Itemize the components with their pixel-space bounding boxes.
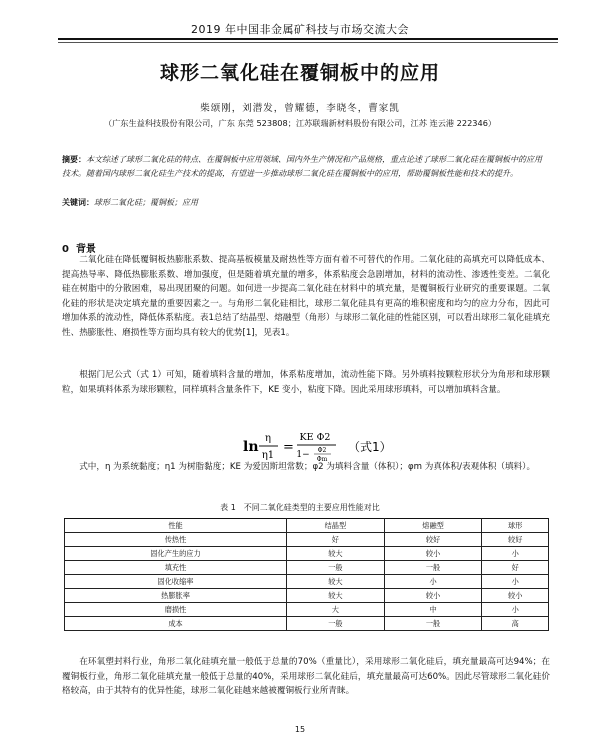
paragraph-industry: 在环氧塑封料行业，角形二氧化硅填充量一般低于总量的70%（重量比），采用球形二氧化硅后，填充量最高可达94%；在覆铜板行业，角形二氧化硅填充量一般低于总量的40%，采用球形二氧化硅后，填充量最高可达60%。因此尽管球形二氧化硅价格较高，由于其特有的优异性能，球形二氧化硅越来越被覆铜板行业所青睐。 — [62, 657, 550, 696]
paper-title: 球形二氧化硅在覆铜板中的应用 — [159, 62, 440, 84]
formula-equals: = — [283, 440, 294, 455]
table-cell: 小 — [482, 603, 549, 617]
header-rule — [58, 38, 558, 40]
table-row — [65, 533, 549, 547]
conference-header: 2019 年中国非金属矿科技与市场交流大会 — [191, 23, 409, 36]
formula-lhs-den: η1 — [261, 450, 275, 461]
formula-ln: ln — [243, 439, 259, 455]
table-cell: 较大 — [287, 575, 385, 589]
table-cell: 高 — [482, 617, 549, 631]
page-number: 15 — [294, 725, 306, 734]
table-cell: 较小 — [384, 547, 482, 561]
table-cell: 固化产生的应力 — [65, 547, 287, 561]
table-cell: 中 — [384, 603, 482, 617]
formula-rhs-den-num: Φ2 — [317, 447, 327, 454]
table-caption: 表 1 不同二氧化硅类型的主要应用性能对比 — [220, 503, 380, 512]
table-cell: 小 — [482, 575, 549, 589]
table-cell: 热膨胀率 — [65, 589, 287, 603]
abstract — [62, 153, 548, 181]
table-row — [65, 561, 549, 575]
abstract-text: 本文综述了球形二氧化硅的特点、在覆铜板中应用领域、国内外生产情况和产品规格，重点论述了球形二氧化硅在覆铜板中的应用技术。随着国内球形二氧化硅生产技术的提高，有望进一步推动球形二氧化硅在覆铜板中的应用，帮助覆铜板性能和技术的提升。 — [62, 155, 542, 178]
table-cell: 好 — [482, 561, 549, 575]
table-cell: 填充性 — [65, 561, 287, 575]
formula-lhs-num: η — [265, 433, 271, 444]
table-cell: 一般 — [384, 617, 482, 631]
formula-rhs-den-den: Φm — [316, 456, 328, 463]
table-cell: 成本 — [65, 617, 287, 631]
table-cell: 一般 — [384, 561, 482, 575]
table-cell: 磨损性 — [65, 603, 287, 617]
table-row — [65, 575, 549, 589]
table-cell: 小 — [482, 547, 549, 561]
table-header-cell: 性能 — [65, 519, 287, 533]
table-cell: 好 — [287, 533, 385, 547]
table-row — [65, 617, 549, 631]
abstract-label: 摘要： — [62, 155, 86, 164]
table-cell: 较小 — [482, 589, 549, 603]
table-header-cell: 球形 — [482, 519, 549, 533]
table-header-cell: 熔融型 — [384, 519, 482, 533]
table-cell: 固化收缩率 — [65, 575, 287, 589]
formula-rhs-den-lead: 1− — [296, 450, 310, 460]
table-cell: 一般 — [287, 561, 385, 575]
table-cell: 较好 — [384, 533, 482, 547]
section-title: 背景 — [75, 244, 96, 255]
table-cell: 较好 — [482, 533, 549, 547]
table-row — [65, 547, 549, 561]
paragraph-formula-legend: 式中，η 为系统黏度；η1 为树脂黏度；KE 为爱因斯坦常数；φ2 为填料含量（体积）；φm 为真体积/表观体积（填料）。 — [79, 462, 536, 472]
table-cell: 小 — [384, 575, 482, 589]
table-row — [65, 603, 549, 617]
section-number: 0 — [62, 244, 69, 255]
keywords-text: 球形二氧化硅；覆铜板；应用 — [94, 198, 198, 207]
header-rule-thin — [58, 42, 558, 43]
paragraph-background: 二氧化硅在降低覆铜板热膨胀系数、提高基板模量及耐热性等方面有着不可替代的作用。二氧化硅的高填充可以降低成本、提高热导率、降低热膨胀系数、增加强度，但是随着填充量的增多，体系粘度会急剧增加，材料的流动性、渗透性变差。二氧化硅在树脂中的分散困难，易出现团聚的问题。如何进一步提高二氧化硅在材料中的填充量，是覆铜板行业研究的重要课题。二氧化硅的形状是决定填充量的重要因素之一。与角形二氧化硅相比，球形二氧化硅具有更高的堆积密度和均匀的应力分布，因此可增加体系的流动性，降低体系粘度。表1总结了结晶型、熔融型（角形）与球形二氧化硅的性能区别，可以看出球形二氧化硅填充性、热膨胀性、磨损性等方面均具有较大的优势[1]，见表1。 — [62, 255, 550, 338]
table-cell: 较大 — [287, 547, 385, 561]
affiliation: （广东生益科技股份有限公司，广东 东莞 523808；江苏联瑞新材料股份有限公司，江苏 连云港 222346） — [103, 118, 497, 128]
authors: 柴颂刚，刘潜发，曾耀德，李晓冬，曹家凯 — [200, 103, 400, 114]
table-cell: 传热性 — [65, 533, 287, 547]
paragraph-mooney: 根据门尼公式（式 1）可知，随着填料含量的增加，体系粘度增加，流动性能下降。另外填料按颗粒形状分为角形和球形颗粒，如果填料体系为球形颗粒，同样填料含量条件下，KE 变小，粘度下降。因此采用球形填料，可以增加填料含量。 — [62, 370, 550, 395]
keywords-label: 关键词： — [62, 198, 94, 207]
formula-rhs-num: KE Φ2 — [299, 432, 331, 443]
table-cell: 大 — [287, 603, 385, 617]
comparison-table — [64, 518, 549, 631]
table-cell: 一般 — [287, 617, 385, 631]
formula-label: （式1） — [348, 440, 392, 454]
table-row — [65, 589, 549, 603]
keywords — [62, 197, 548, 208]
table-cell: 较小 — [384, 589, 482, 603]
table-header-cell: 结晶型 — [287, 519, 385, 533]
table-cell: 较大 — [287, 589, 385, 603]
table-header-row — [65, 519, 549, 533]
